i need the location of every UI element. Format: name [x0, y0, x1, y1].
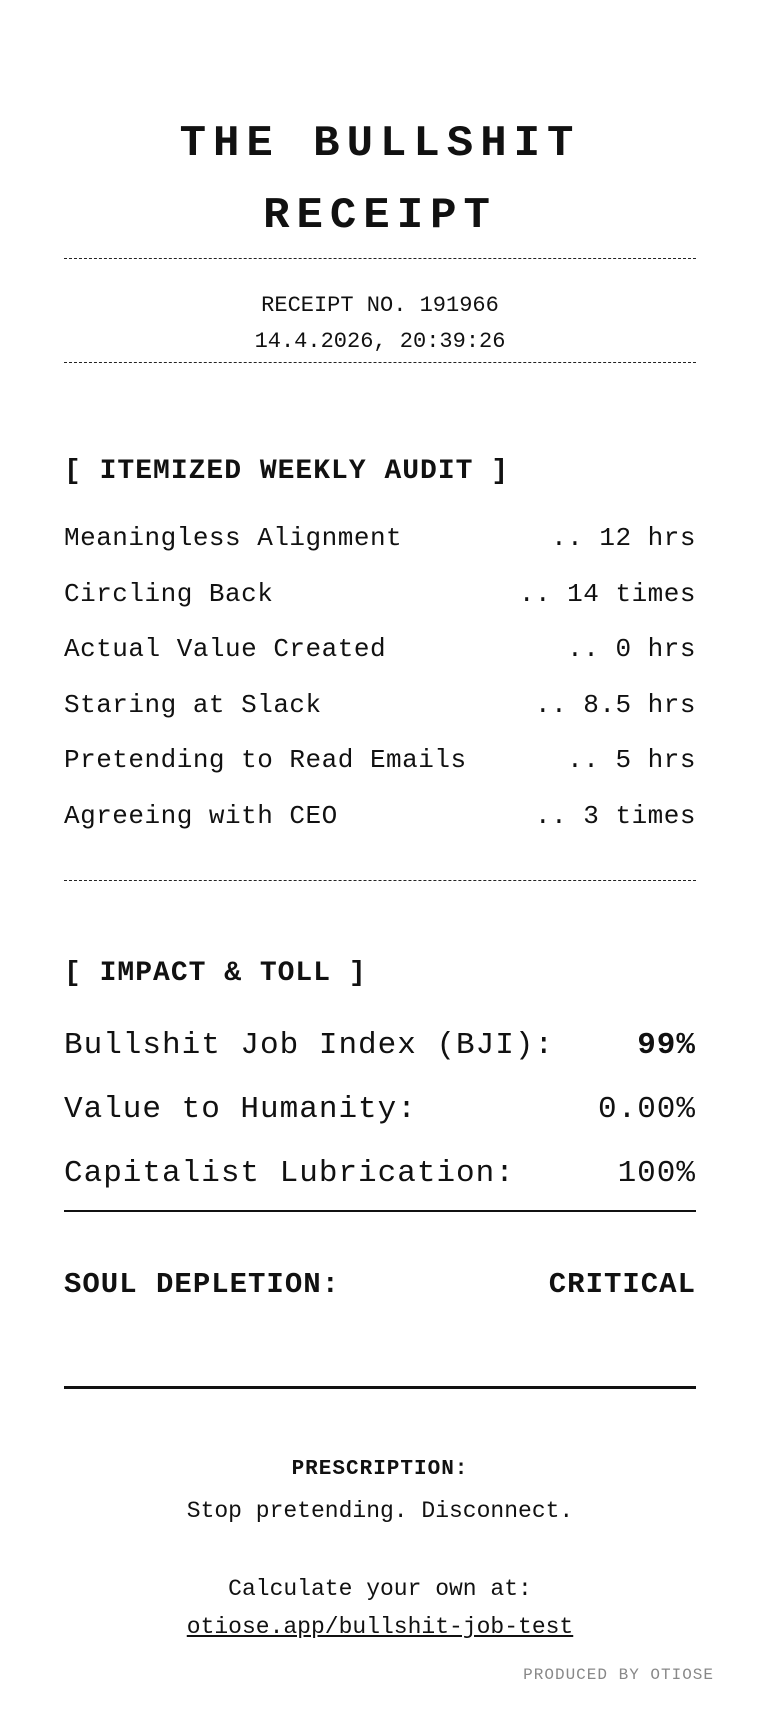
- receipt-title: [64, 108, 696, 252]
- calculator-link-wrap: [64, 1614, 696, 1640]
- receipt-number: RECEIPT NO. 191966: [261, 293, 499, 318]
- calculate-text: Calculate your own at:: [228, 1576, 532, 1602]
- impact-heading: [ IMPACT & TOLL ]: [64, 958, 367, 989]
- receipt-meta: [64, 288, 696, 360]
- impact-label: Value to Humanity:: [64, 1092, 417, 1127]
- soul-depletion: [64, 1268, 696, 1301]
- title-line-2: RECEIPT: [263, 191, 497, 241]
- list-item: [64, 796, 696, 852]
- list-item: [64, 574, 696, 630]
- impact-row: [64, 1026, 696, 1090]
- divider-dashed: [64, 258, 696, 259]
- item-value: .. 5 hrs: [567, 745, 696, 775]
- calculator-link[interactable]: otiose.app/bullshit-job-test: [186, 1614, 574, 1640]
- soul-label: SOUL DEPLETION:: [64, 1268, 341, 1301]
- divider-dashed: [64, 880, 696, 881]
- item-value: .. 14 times: [518, 578, 696, 609]
- impact-list: [64, 1026, 696, 1218]
- divider-solid-thick: [64, 1386, 696, 1389]
- item-label: Circling Back: [64, 578, 274, 609]
- title-line-1: THE BULLSHIT: [179, 119, 581, 169]
- item-label: Agreeing with CEO: [64, 800, 338, 831]
- impact-value: 0.00%: [597, 1092, 696, 1127]
- impact-row: [64, 1154, 696, 1218]
- prescription-text: Stop pretending. Disconnect.: [186, 1498, 574, 1524]
- impact-label: Bullshit Job Index (BJI):: [64, 1028, 555, 1063]
- item-label: Pretending to Read Emails: [64, 745, 467, 775]
- item-value: .. 8.5 hrs: [534, 689, 696, 720]
- item-label: Staring at Slack: [64, 689, 322, 720]
- list-item: [64, 685, 696, 741]
- impact-label: Capitalist Lubrication:: [64, 1156, 515, 1191]
- audit-heading: [ ITEMIZED WEEKLY AUDIT ]: [64, 456, 510, 487]
- soul-value: CRITICAL: [548, 1268, 696, 1301]
- prescription-title: PRESCRIPTION:: [291, 1458, 469, 1481]
- receipt-datetime: 14.4.2026, 20:39:26: [254, 329, 506, 354]
- impact-row: [64, 1090, 696, 1154]
- impact-value: 99%: [637, 1028, 696, 1063]
- item-label: Actual Value Created: [64, 634, 387, 664]
- list-item: [64, 518, 696, 574]
- list-item: [64, 629, 696, 685]
- item-value: .. 12 hrs: [551, 523, 696, 553]
- impact-value: 100%: [617, 1156, 696, 1191]
- item-value: .. 0 hrs: [567, 634, 696, 664]
- item-value: .. 3 times: [534, 800, 696, 831]
- item-label: Meaningless Alignment: [64, 523, 403, 553]
- produced-by: PRODUCED BY OTIOSE: [523, 1666, 714, 1684]
- divider-solid: [64, 1210, 696, 1212]
- divider-dashed: [64, 362, 696, 363]
- audit-list: [64, 518, 696, 851]
- list-item: [64, 740, 696, 796]
